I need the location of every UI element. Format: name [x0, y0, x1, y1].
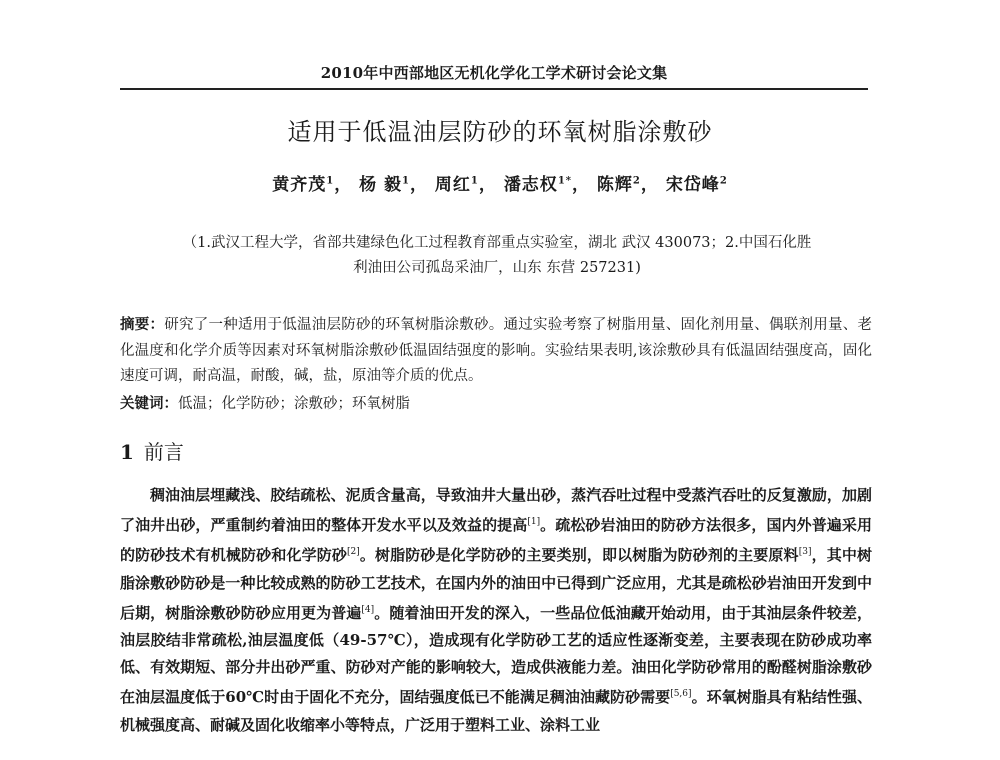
abstract-label: 摘要：: [120, 316, 165, 333]
keywords: [120, 391, 872, 417]
citation-ref: [5,6]: [670, 689, 692, 700]
author-name: 宋岱峰: [665, 175, 720, 195]
running-header: [120, 62, 868, 90]
author-affil-mark: 2: [719, 175, 728, 187]
body-text-segment: 。随着油田开发的深入，一些品位低油藏开始动用，由于其油层条件较差，油层胶结非常疏松,油层温度低（49-57℃），造成现有化学防砂工艺的适应性逐渐变差，主要表现在防砂成功率低、有效期短、部分井出砂严重、防砂对产能的影响较大，造成供液能力差。油田化学防砂常用的酚醛树脂涂敷砂在油层温度低于60℃时由于固化不充分，固结强度低已不能满足稠油油藏防砂需要: [120, 603, 872, 707]
body-text-segment: 。疏松砂岩油田的防砂方法很多，国内外普遍采用的防砂技术有机械防砂和化学防砂: [120, 516, 872, 565]
author-name: 潘志权: [503, 175, 558, 195]
citation-ref: [2]: [346, 547, 360, 558]
author-affil-mark: 1*: [557, 175, 572, 187]
body-text-segment: ，其中树脂涂敷砂防砂是一种比较成熟的防砂工艺技术，在国内外的油田中已得到广泛应用，尤其是疏松砂岩油田开发到中后期，树脂涂敷砂防砂应用更为普遍: [120, 546, 872, 622]
running-header-title: 2010年中西部地区无机化学化工学术研讨会论文集: [320, 64, 668, 82]
author-separator: ，: [572, 175, 590, 195]
author-affil-mark: 1: [326, 175, 335, 187]
body-paragraph: [120, 482, 872, 739]
citation-ref: [3]: [798, 547, 812, 558]
author-name: 陈辉: [596, 175, 633, 195]
affiliation-line: 利油田公司孤岛采油厂，山东 东营 257231): [353, 260, 641, 276]
author-affil-mark: 1: [402, 175, 410, 187]
body-text-segment: 。树脂防砂是化学防砂的主要类别，即以树脂为防砂剂的主要原料: [359, 546, 799, 565]
body-text-segment: 。环氧树脂具有粘结性强、机械强度高、耐碱及固化收缩率小等特点，广泛用于塑料工业、涂料工业: [120, 688, 872, 734]
affiliation-line: （1.武汉工程大学，省部共建绿色化工过程教育部重点实验室，湖北 武汉 430073；2.中国石化胜: [182, 235, 812, 251]
author-affil-mark: 2: [632, 175, 641, 187]
keywords-text: 低温；化学防砂；涂敷砂；环氧树脂: [178, 396, 410, 412]
author-name: 周红: [434, 175, 471, 195]
body-text-segment: 稠油油层埋藏浅、胶结疏松、泥质含量高，导致油井大量出砂，蒸汽吞吐过程中受蒸汽吞吐的反复激励，加剧了油井出砂，严重制约着油田的整体开发水平以及效益的提高: [120, 486, 872, 535]
author-name: 黄齐茂: [272, 175, 327, 195]
affiliations: [122, 231, 872, 281]
author-separator: ，: [410, 175, 428, 195]
section-title: 前言: [143, 440, 184, 464]
section-heading: [120, 436, 184, 465]
paper-title: 适用于低温油层防砂的环氧树脂涂敷砂: [287, 118, 713, 146]
author-list: [0, 170, 1000, 195]
keywords-label: 关键词：: [120, 395, 178, 412]
abstract: [120, 312, 872, 390]
citation-ref: [1]: [527, 517, 541, 528]
author-separator: ，: [640, 175, 659, 195]
section-number: 1: [120, 440, 134, 464]
author-separator: ，: [478, 175, 497, 195]
abstract-text: 研究了一种适用于低温油层防砂的环氧树脂涂敷砂。通过实验考察了树脂用量、固化剂用量、偶联剂用量、老化温度和化学介质等因素对环氧树脂涂敷砂低温固结强度的影响。实验结果表明,该涂敷砂具有低温固结强度高，固化速度可调，耐高温，耐酸，碱，盐，原油等介质的优点。: [120, 317, 872, 384]
citation-ref: [4]: [361, 604, 375, 615]
author-affil-mark: 1: [470, 175, 479, 187]
author-separator: ，: [334, 175, 353, 195]
author-name: 杨 毅: [359, 175, 403, 195]
